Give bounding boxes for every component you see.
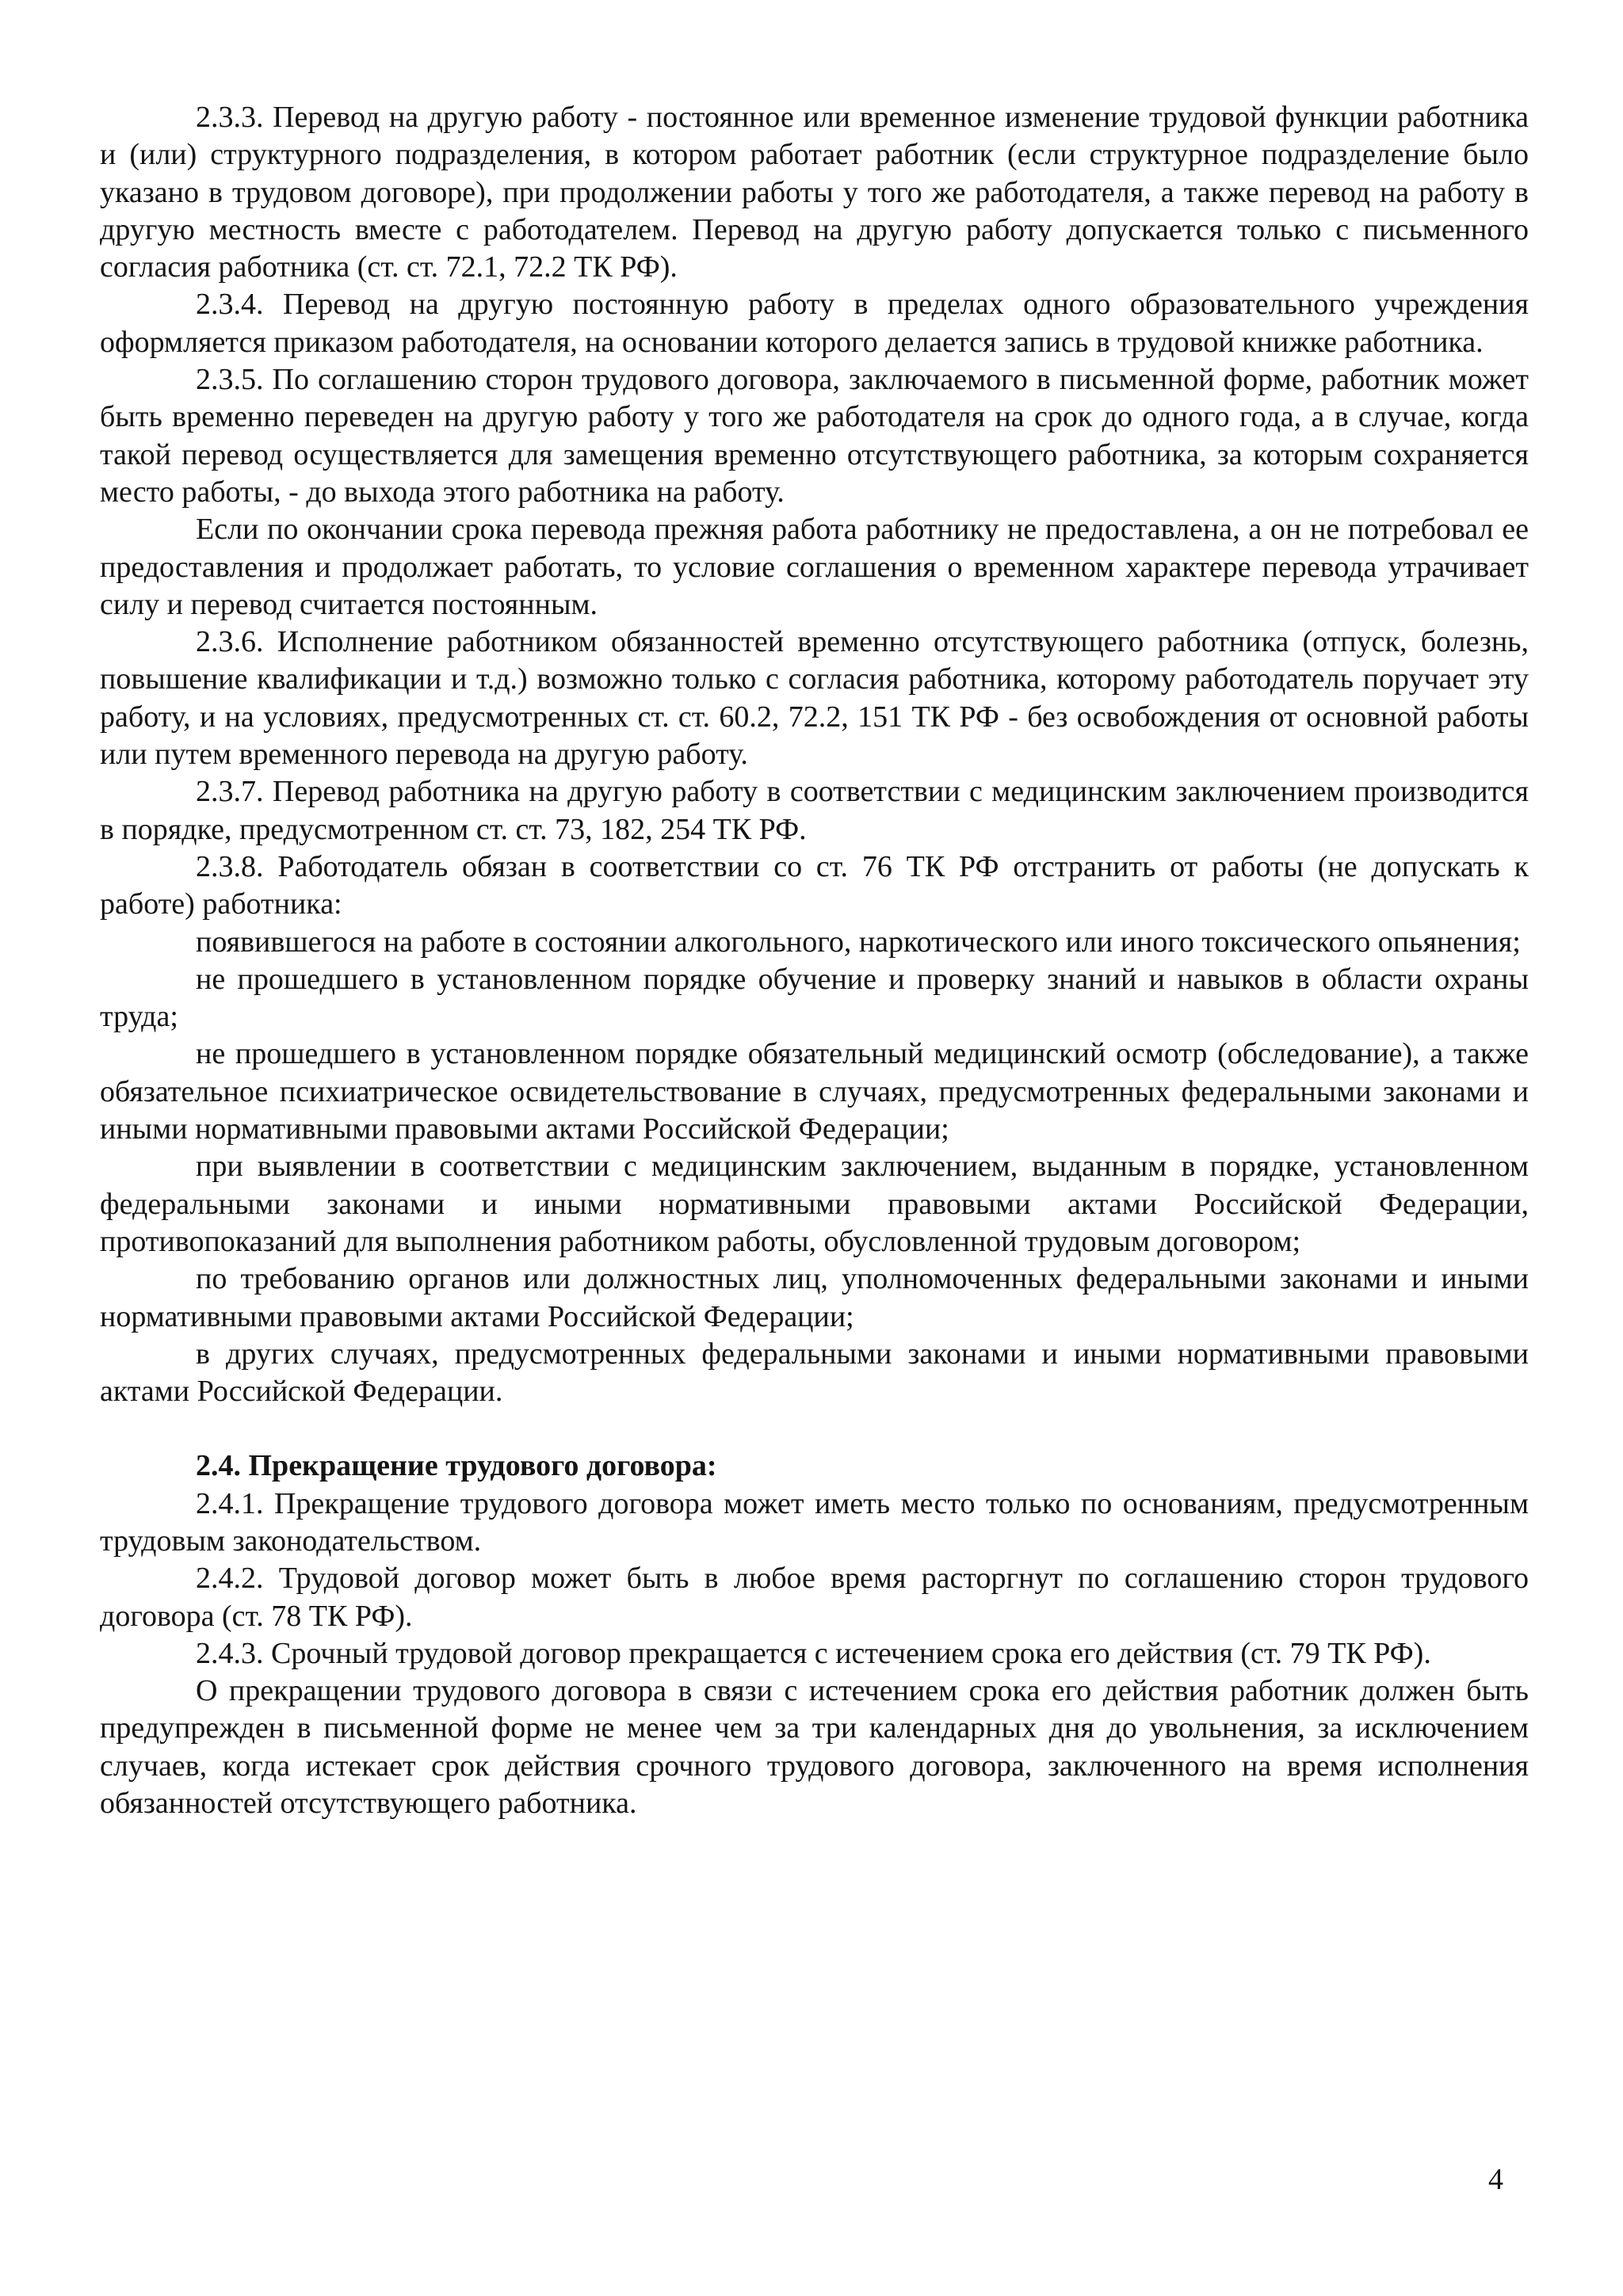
paragraph-2-3-4: 2.3.4. Перевод на другую постоянную работу в пределах одного образовательного учреждения оформляется приказом работодателя, на основании которого делается запись в трудовой книжке работника. — [100, 288, 1529, 359]
paragraph-2-3-6: 2.3.6. Исполнение работником обязанностей временно отсутствующего работника (отпуск, болезнь, повышение квалификации и т.д.) возможно только с согласия работника, которому работодатель поручает эту работу, и на условиях, предусмотренных ст. ст. 60.2, 72.2, 151 ТК РФ - без освобождения от основной работы или путем временного перевода на другую работу. — [100, 625, 1529, 772]
section-heading-2-4: 2.4. Прекращение трудового договора: — [196, 1449, 717, 1483]
paragraph-2-3-8: 2.3.8. Работодатель обязан в соответствии со ст. 76 ТК РФ отстранить от работы (не допускать к работе) работника: — [100, 849, 1529, 921]
page-number: 4 — [1488, 2163, 1503, 2196]
list-item-contraindications: при выявлении в соответствии с медицинским заключением, выданным в порядке, установленном федеральными законами и иными нормативными правовыми актами Российской Федерации, противопоказаний для выполнения работником работы, обусловленной трудовым договором; — [100, 1150, 1529, 1258]
paragraph-2-3-3: 2.3.3. Перевод на другую работу - постоянное или временное изменение трудовой функции работника и (или) структурного подразделения, в котором работает работник (если структурное подразделение было указано в трудовом договоре), при продолжении работы у того же работодателя, а также перевод на работу в другую местность вместе с работодателем. Перевод на другую работу допускается только с письменного согласия работника (ст. ст. 72.1, 72.2 ТК РФ). — [100, 101, 1529, 284]
document-page — [100, 99, 1529, 1822]
list-item-intoxication: появившегося на работе в состоянии алкогольного, наркотического или иного токсического опьянения; — [196, 925, 1521, 959]
paragraph-2-4-3-continuation: О прекращении трудового договора в связи с истечением срока его действия работник должен быть предупрежден в письменной форме не менее чем за три календарных дня до увольнения, за исключением случаев, когда истекает срок действия срочного трудового договора, заключенного на время исполнения обязанностей отсутствующего работника. — [100, 1674, 1529, 1821]
list-item-other-cases: в других случаях, предусмотренных федеральными законами и иными нормативными правовыми актами Российской Федерации. — [100, 1337, 1529, 1409]
paragraph-2-4-1: 2.4.1. Прекращение трудового договора может иметь место только по основаниям, предусмотренным трудовым законодательством. — [100, 1486, 1529, 1558]
list-item-medical-exam: не прошедшего в установленном порядке обязательный медицинский осмотр (обследование), а также обязательное психиатрическое освидетельствование в случаях, предусмотренных федеральными законами и иными нормативными правовыми актами Российской Федерации; — [100, 1037, 1529, 1146]
list-item-safety-training: не прошедшего в установленном порядке обучение и проверку знаний и навыков в области охраны труда; — [100, 962, 1529, 1034]
paragraph-2-3-7: 2.3.7. Перевод работника на другую работу в соответствии с медицинским заключением производится в порядке, предусмотренном ст. ст. 73, 182, 254 ТК РФ. — [100, 775, 1529, 846]
list-item-authority-request: по требованию органов или должностных лиц, уполномоченных федеральными законами и иными нормативными правовыми актами Российской Федерации; — [100, 1262, 1529, 1333]
paragraph-2-4-2: 2.4.2. Трудовой договор может быть в любое время расторгнут по соглашению сторон трудового договора (ст. 78 ТК РФ). — [100, 1562, 1529, 1633]
paragraph-2-3-5: 2.3.5. По соглашению сторон трудового договора, заключаемого в письменной форме, работник может быть временно переведен на другую работу у того же работодателя на срок до одного года, а в случае, когда такой перевод осуществляется для замещения временно отсутствующего работника, за которым сохраняется место работы, - до выхода этого работника на работу. — [100, 363, 1529, 509]
paragraph-2-3-5-continuation: Если по окончании срока перевода прежняя работа работнику не предоставлена, а он не потребовал ее предоставления и продолжает работать, то условие соглашения о временном характере перевода утрачивает силу и перевод считается постоянным. — [100, 513, 1529, 621]
paragraph-2-4-3: 2.4.3. Срочный трудовой договор прекращается с истечением срока его действия (ст. 79 ТК РФ). — [196, 1636, 1431, 1670]
